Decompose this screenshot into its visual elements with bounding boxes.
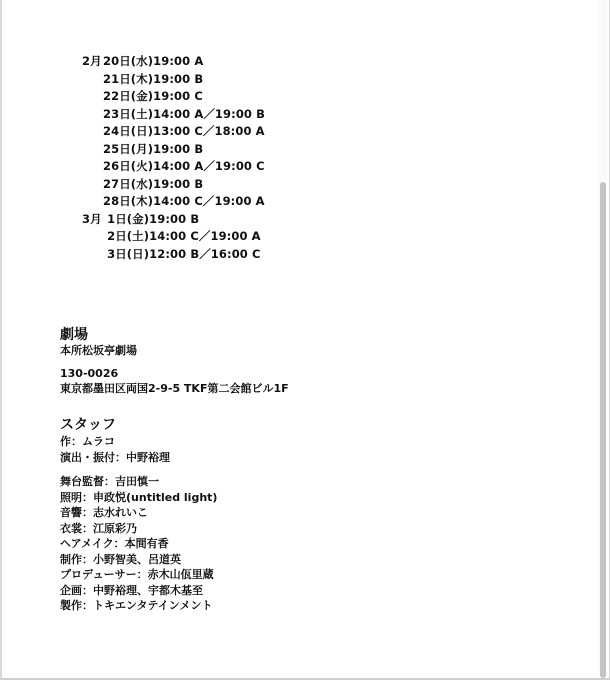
schedule-entry: 27日(水)19:00 B (103, 176, 204, 191)
spacer (60, 465, 217, 474)
schedule-entry: 25日(月)19:00 B (103, 141, 204, 156)
schedule-entry: 2日(土)14:00 C／19:00 A (103, 229, 261, 243)
staff-credit: 製作：トキエンタテインメント (60, 599, 213, 612)
staff-credit: 音響：志水れいこ (60, 506, 148, 519)
staff-credit: 作：ムラコ (60, 435, 115, 448)
theater-postal-code: 130-0026 (60, 367, 119, 380)
theater-address: 東京都墨田区両国2-9-5 TKF第二会館ビル1F (60, 382, 289, 395)
theater-heading: 劇場 (60, 327, 88, 343)
schedule-entry: 21日(木)19:00 B (103, 71, 204, 86)
schedule-entry: 3日(日)12:00 B／16:00 C (103, 246, 261, 261)
schedule-month: 3月 (82, 211, 102, 226)
schedule-entry: 28日(木)14:00 C／19:00 A (103, 194, 265, 208)
staff-credit: 演出・振付：中野裕理 (60, 450, 170, 464)
scrollbar-thumb[interactable] (600, 182, 606, 678)
schedule-month: 2月 (82, 54, 102, 68)
staff-credit: 制作：小野智美、呂道英 (60, 552, 181, 566)
staff-credit: 舞台監督：吉田慎一 (60, 475, 159, 488)
staff-credit: 企画：中野裕理、宇都木基至 (60, 583, 203, 597)
schedule-entry: 24日(日)13:00 C／18:00 A (103, 124, 265, 138)
spacer (60, 358, 289, 366)
schedule-entry: 22日(金)19:00 C (103, 89, 203, 103)
staff-list (60, 434, 217, 614)
staff-credit: ヘアメイク：本間有香 (60, 537, 169, 550)
schedule-entry: 26日(火)14:00 A／19:00 C (103, 159, 265, 173)
schedule-entry: 20日(水)19:00 A (103, 54, 204, 68)
schedule-entry: 1日(金)19:00 B (103, 211, 200, 226)
schedule-entry: 23日(土)14:00 A／19:00 B (103, 106, 265, 121)
staff-credit: 照明：申政悦(untitled light) (60, 490, 218, 504)
theater-name: 本所松坂亭劇場 (60, 344, 137, 357)
staff-heading: スタッフ (60, 417, 116, 433)
theater-info (60, 343, 289, 396)
staff-credit: プロデューサー：赤木山佤里蔵 (60, 568, 214, 581)
staff-credit: 衣裳：江原彩乃 (60, 521, 137, 535)
